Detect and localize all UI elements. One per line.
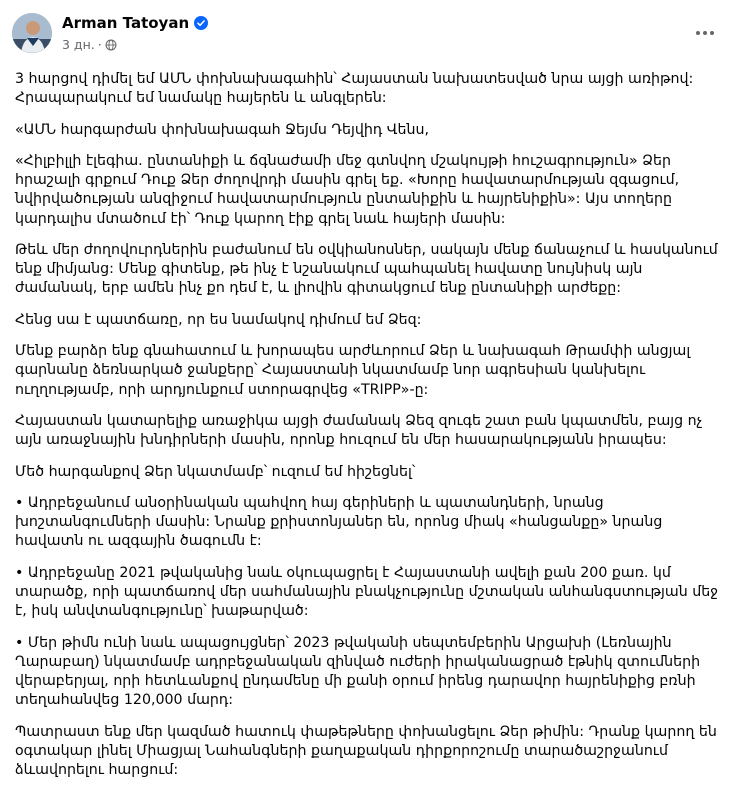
more-options-button[interactable] xyxy=(693,21,717,45)
post-meta xyxy=(62,37,117,52)
post-paragraph: • Մեր թիմն ունի նաև ապացույցներ՝ 2023 թվականի սեպտեմբերին Արցախի (Լեռնային Ղարաբաղ) նկատմամբ ադրբեջանական զինված ուժերի իրականացրած էթնիկ զտումների վերաբերյալ, որի հետևանքով ընդամենը մի քանի օրում իրենց դարավոր հայրենիքից բռնի տեղահանվեց 120,000 մարդ: xyxy=(15,634,701,709)
post-paragraph: Հայաստան կատարելիք առաջիկա այցի ժամանակ Ձեզ զուգե շատ բան կպատմեն, բայց ոչ այն առաջնային խնդիրների մասին, որոնք հուզում են մեր հասարակությանն իրապես: xyxy=(15,412,703,449)
verified-badge-icon xyxy=(194,16,208,30)
avatar[interactable] xyxy=(12,13,52,53)
post-header xyxy=(12,13,723,57)
meta-separator: · xyxy=(97,37,102,52)
post-body xyxy=(15,70,719,792)
post-paragraph: • Ադրբեջանը 2021 թվականից նաև օկուպացրել է Հայաստանի ավելի քան 200 քառ. կմ տարածք, որի պատճառով մեր սահմանային բնակչությունը մշտական անհանգստության մեջ է, իսկ անվտանգությունը՝ խաթարված: xyxy=(15,564,719,620)
globe-icon[interactable] xyxy=(105,39,117,51)
post-paragraph: • Ադրբեջանում անօրինական պահվող հայ գերիների և պատանդների, նրանց խոշտանգումների մասին: Նրանք քրիստոնյաներ են, որոնց միակ «հանցանքը» նրանց հավատն ու ազգային ծագումն է: xyxy=(15,494,663,550)
author-name[interactable] xyxy=(62,14,208,32)
post-paragraph: Հենց սա է պատճառը, որ ես նամակով դիմում եմ Ձեզ: xyxy=(15,311,422,328)
post-paragraph: «ԱՄՆ հարգարժան փոխնախագահ Ջեյմս Դեյվիդ Վենս, xyxy=(15,121,429,138)
post-paragraph: Պատրաստ ենք մեր կազմած հատուկ փաթեթները փոխանցելու Ձեր թիմին: Դրանք կարող են օգտակար լինել Միացյալ Նահանգների քաղաքական դիրքորոշումը տարածաշրջանում ձևավորելու հարցում: xyxy=(15,723,717,778)
author-name-text[interactable]: Arman Tatoyan xyxy=(62,14,190,32)
post-paragraph: Թեև մեր ժողովուրդներին բաժանում են օվկիանոսներ, սակայն մենք ճանաչում և հասկանում ենք միմյանց: Մենք գիտենք, թե ինչ է նշանակում պահպանել հավատը նույնիսկ այն ժամանակ, երբ ամեն ինչ քո դեմ է, և լիովին գիտակցում ենք ընտանիքի արժեքը: xyxy=(15,241,718,297)
post-paragraph: «Հիլբիլլի էլեգիա. ընտանիքի և ճգնաժամի մեջ գտնվող մշակույթի հուշագրություն» Ձեր հրաշալի գրքում Դուք Ձեր ժողովրդի մասին գրել եք. «Խորը հավատարմության զգացում, նվիրվածության անզիջում հավատարմություն ընտանիքին և հայրենիքին»: Այս տողերը կարդալիս մտածում էի՝ Դուք կարող էիք գրել նաև հայերի մասին: xyxy=(15,152,680,227)
post-paragraph: 3 հարցով դիմել եմ ԱՄՆ փոխնախագահին՝ Հայաստան նախատեսված նրա այցի առիթով: Հրապարակում եմ նամակը հայերեն և անգլերեն: xyxy=(15,71,694,107)
post-paragraph: Մեծ հարգանքով Ձեր նկատմամբ՝ ուզում եմ հիշեցնել՝ xyxy=(15,463,416,480)
post-paragraph: Մենք բարձր ենք գնահատում և խորապես արժևորում Ձեր և նախագահ Թրամփի անցյալ գարնանը ձեռնարկած ջանքերը՝ Հայաստանի նկատմամբ նոր ագրեսիան կանխելու ուղղությամբ, որի արդյունքում ստորագրվեց «TRIPP»-ը: xyxy=(15,343,691,398)
avatar-photo xyxy=(12,13,52,53)
more-horizontal-icon xyxy=(695,30,715,36)
timestamp[interactable]: 3 дн. xyxy=(62,37,95,52)
